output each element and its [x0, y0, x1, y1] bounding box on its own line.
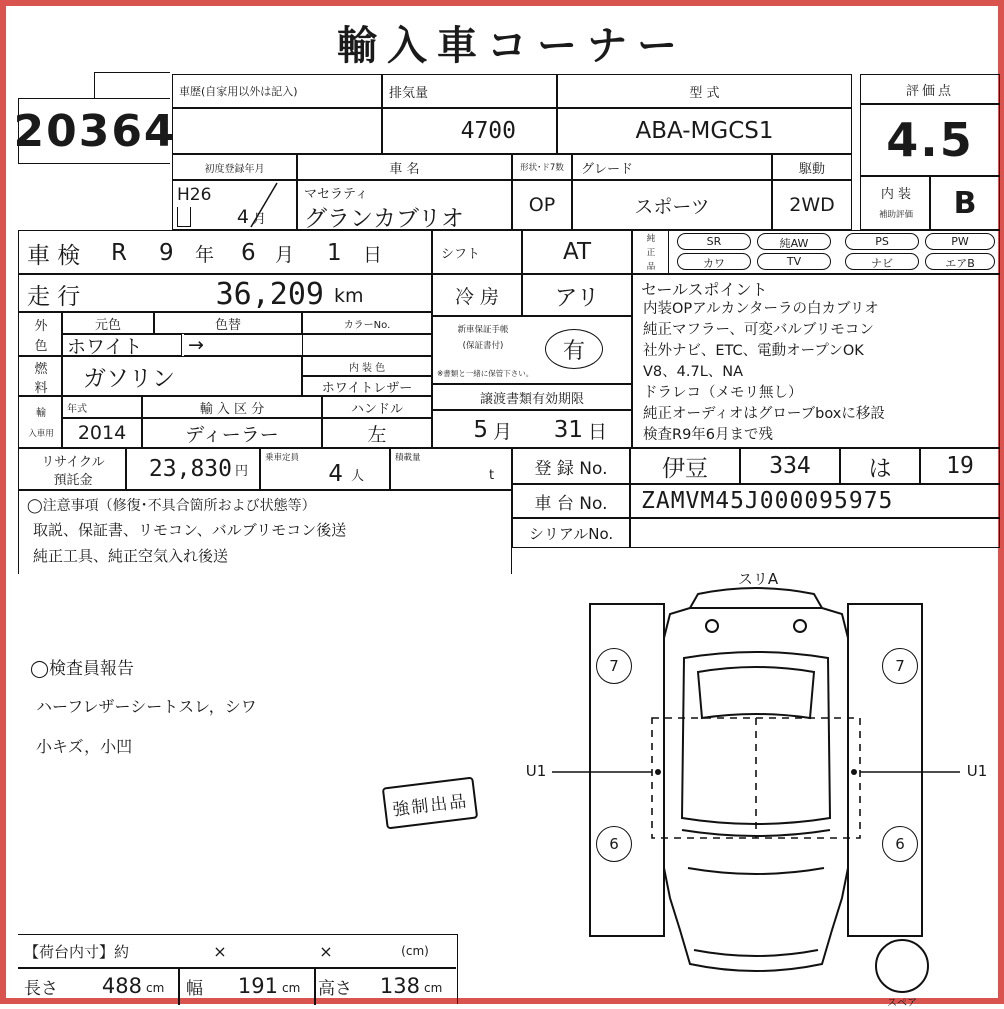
registration-class: 334	[769, 453, 811, 479]
base-color-value-cell	[62, 334, 182, 356]
recycle-value: 23,830	[148, 456, 232, 482]
capacity-unit: 人	[351, 468, 365, 484]
bed-times-2: ×	[319, 941, 333, 961]
body-door-value-cell	[512, 180, 572, 230]
maker-name: マセラティ	[304, 186, 368, 202]
drive-label-cell	[772, 154, 852, 180]
transfer-docs-day-unit: 日	[588, 420, 608, 443]
first-reg-label-cell	[172, 154, 297, 180]
repaint-label-cell	[154, 312, 302, 334]
shift-label-cell	[432, 230, 522, 274]
color-no-value-cell	[302, 334, 432, 356]
import-channel-value: ディーラー	[185, 423, 279, 446]
sales-point-title: セールスポイント	[641, 279, 768, 299]
registration-kana: は	[868, 455, 892, 482]
warranty-booklet-label-1: 新車保証手帳	[457, 325, 509, 335]
sales-point-line-2: 純正マフラー、可変バルブリモコン	[643, 322, 874, 338]
inspector-line-2: 小キズ，小凹	[36, 737, 133, 756]
equipment-tv[interactable]: TV	[757, 253, 831, 270]
warranty-booklet-label-2: (保証書付)	[462, 341, 504, 351]
registration-area-cell	[630, 448, 740, 484]
chassis-value: ZAMVM45J000095975	[641, 488, 894, 514]
mileage-label: 走 行	[27, 283, 81, 310]
sales-point-line-1: 内装OPアルカンターラの白カブリオ	[643, 301, 879, 317]
import-channel-value-cell	[142, 418, 322, 448]
serial-value-cell	[630, 518, 1000, 548]
displacement-value-cell	[382, 108, 557, 154]
fuel-value: ガソリン	[83, 365, 175, 392]
chassis-label-cell	[512, 484, 630, 518]
shaken-era: R	[111, 240, 127, 266]
history-label: 車歴(自家用以外は記入)	[179, 85, 298, 98]
body-door-value: OP	[528, 194, 556, 216]
interior-color-value-cell	[302, 376, 432, 396]
page-title: 輸入車コーナー	[337, 23, 687, 69]
load-label: 積載量	[395, 453, 421, 463]
damage-mark-front-left[interactable]: 7	[596, 648, 632, 684]
capacity-label: 乗車定員	[265, 453, 300, 463]
inspector-title: ◯検査員報告	[30, 658, 135, 679]
sales-point-line-6: 純正オーディオはグローブboxに移設	[643, 406, 885, 422]
damage-mark-rear-left[interactable]: 6	[596, 826, 632, 862]
equipment-label-2: 正	[646, 247, 656, 258]
warranty-booklet-cell	[432, 316, 632, 384]
sheet-inner	[12, 12, 992, 1009]
interior-grade-label-2: 補助評価	[878, 210, 913, 220]
lot-number-tab	[94, 72, 170, 98]
registration-label-cell	[512, 448, 630, 484]
load-cell	[390, 448, 512, 490]
recycle-unit: 円	[235, 463, 249, 479]
model-year-value-cell	[62, 418, 142, 448]
mileage-unit: km	[334, 285, 364, 307]
import-channel-label: 輸 入 区 分	[199, 401, 265, 417]
recycle-label-2: 預託金	[53, 473, 93, 488]
bed-height-value: 138	[379, 974, 420, 998]
car-diagram-svg	[512, 568, 1000, 1004]
car-damage-diagram	[512, 568, 1000, 1009]
forced-auction-stamp: 強制出品	[382, 777, 478, 830]
interior-grade-value-cell	[930, 176, 1000, 230]
lot-number-box	[13, 98, 177, 164]
equipment-leather[interactable]: カワ	[677, 253, 751, 270]
interior-grade-label-cell	[860, 176, 930, 230]
displacement-value: 4700	[460, 118, 516, 144]
handle-label: ハンドル	[350, 401, 403, 417]
capacity-value: 4	[328, 461, 343, 487]
mileage-row	[18, 274, 432, 312]
base-color-value: ホワイト	[67, 335, 143, 358]
car-name-label: 車 名	[389, 161, 420, 177]
color-no-label: カラーNo.	[343, 319, 391, 331]
fuel-label-2: 料	[34, 380, 48, 396]
exterior-color-label-cell	[18, 312, 62, 356]
model-year-label-cell	[62, 396, 142, 418]
drive-value-cell	[772, 180, 852, 230]
bed-title: 【荷台内寸】約	[24, 942, 130, 961]
trim-value: スポーツ	[634, 195, 710, 218]
capacity-cell	[260, 448, 390, 490]
load-unit: t	[489, 467, 495, 483]
import-label-cell	[18, 396, 62, 448]
repaint-value: →	[188, 334, 204, 356]
serial-label-cell	[512, 518, 630, 548]
fuel-label-cell	[18, 356, 62, 396]
sales-point-line-7: 検査R9年6月まで残	[643, 427, 774, 443]
repaint-label: 色替	[214, 317, 241, 333]
sales-point-line-4: V8、4.7L、NA	[643, 364, 744, 380]
body-door-label-cell	[512, 154, 572, 180]
car-name: グランカブリオ	[304, 205, 464, 232]
history-label-cell	[172, 74, 382, 108]
notes-line-2: 純正工具、純正空気入れ後送	[33, 547, 229, 565]
interior-color-label: 内 装 色	[348, 362, 386, 374]
exterior-color-label-2: 色	[34, 339, 48, 354]
import-label-1: 輸	[36, 407, 46, 419]
sales-point-block	[632, 274, 1000, 448]
handle-label-cell	[322, 396, 432, 418]
equipment-label-3: 品	[646, 261, 656, 272]
body-door-label: 形状･ド7数	[520, 163, 564, 173]
bed-width-unit: cm	[282, 981, 301, 995]
inspector-block	[26, 652, 496, 782]
bed-sep-2	[314, 967, 316, 1005]
shaken-month: 6	[241, 240, 256, 266]
damage-mark-rear-right[interactable]: 6	[882, 826, 918, 862]
import-channel-label-cell	[142, 396, 322, 418]
grade-value-cell	[860, 104, 1000, 176]
model-code-value: ABA-MGCS1	[635, 118, 774, 144]
lot-number: 20364	[13, 105, 177, 157]
transfer-docs-value-cell	[432, 410, 632, 448]
shaken-month-unit: 月	[275, 243, 295, 266]
displacement-label: 排気量	[389, 85, 429, 101]
trim-label-cell	[572, 154, 772, 180]
aircon-label-cell	[432, 274, 522, 316]
first-reg-label: 初度登録年月	[204, 163, 265, 175]
registration-serial: 19	[946, 453, 974, 479]
interior-grade-label-1: 内 装	[880, 186, 912, 202]
sales-point-line-3: 社外ナビ、ETC、電動オープンOK	[643, 343, 864, 359]
warranty-booklet-note: ※書類と一緒に保管下さい。	[437, 368, 534, 378]
bed-dimension-block	[18, 934, 458, 1004]
bed-height-label: 高さ	[318, 978, 352, 999]
shift-label: シフト	[441, 246, 481, 262]
bed-length-label: 長さ	[24, 978, 58, 999]
trim-value-cell	[572, 180, 772, 230]
fuel-value-cell	[62, 356, 302, 396]
grade-label: 評価点	[905, 83, 954, 99]
registration-area: 伊豆	[662, 455, 708, 482]
shaken-label: 車 検	[27, 242, 81, 269]
shaken-year: 9	[159, 240, 174, 266]
equipment-airbag[interactable]: エアB	[925, 253, 995, 270]
chassis-label: 車 台 No.	[534, 493, 608, 514]
sales-point-line-5: ドラレコ（メモリ無し）	[643, 385, 803, 401]
interior-color-value: ホワイトレザー	[321, 380, 413, 396]
transfer-docs-label: 譲渡書類有効期限	[479, 391, 584, 407]
first-reg-era: H26	[177, 185, 212, 205]
mileage-value: 36,209	[215, 276, 324, 312]
displacement-label-cell	[382, 74, 557, 108]
notes-line-1: 取説、保証書、リモコン、バルブリモコン後送	[33, 521, 347, 539]
equipment-navi[interactable]: ナビ	[845, 253, 919, 270]
bed-times-1: ×	[213, 941, 227, 961]
recycle-value-cell	[126, 448, 260, 490]
fuel-label-1: 燃	[34, 361, 48, 377]
interior-color-label-cell	[302, 356, 432, 376]
notes-block	[18, 490, 512, 574]
equipment-ps[interactable]: PS	[845, 233, 919, 250]
warranty-booklet-value: 有	[545, 329, 603, 369]
bed-unit-head: (cm)	[401, 944, 429, 958]
interior-grade-value: B	[953, 185, 977, 221]
shift-value: AT	[563, 239, 591, 265]
damage-mark-front-right[interactable]: 7	[882, 648, 918, 684]
model-year-label: 年式	[67, 403, 87, 415]
serial-label: シリアルNo.	[528, 524, 614, 543]
diagram-right-label: U1	[966, 762, 988, 780]
aircon-value-cell	[522, 274, 632, 316]
car-name-value-cell	[297, 180, 512, 230]
registration-class-cell	[740, 448, 840, 484]
grade-value: 4.5	[886, 113, 974, 167]
chassis-value-cell	[630, 484, 1000, 518]
grade-label-cell	[860, 74, 1000, 104]
bed-length-unit: cm	[146, 981, 165, 995]
handle-value: 左	[367, 423, 387, 446]
shift-value-cell	[522, 230, 632, 274]
diagram-spare-label: スペア	[887, 997, 917, 1009]
repaint-value-cell	[184, 334, 302, 356]
transfer-docs-label-cell	[432, 384, 632, 410]
exterior-color-label-1: 外	[34, 319, 48, 334]
car-name-label-cell	[297, 154, 512, 180]
handle-value-cell	[322, 418, 432, 448]
model-code-label-cell	[557, 74, 852, 108]
bed-length-value: 488	[101, 974, 142, 998]
diagram-left-label: U1	[525, 762, 547, 780]
transfer-docs-month: 5	[473, 417, 488, 443]
model-code-value-cell	[557, 108, 852, 154]
equipment-sr[interactable]: SR	[677, 233, 751, 250]
transfer-docs-month-unit: 月	[493, 420, 513, 443]
shaken-year-unit: 年	[195, 243, 215, 266]
trim-label: グレード	[581, 161, 634, 177]
equipment-pw[interactable]: PW	[925, 233, 995, 250]
equipment-block	[632, 230, 1000, 274]
aircon-value: アリ	[554, 284, 600, 311]
equipment-aw[interactable]: 純AW	[757, 233, 831, 250]
shaken-row	[18, 230, 432, 274]
bed-width-value: 191	[237, 974, 278, 998]
history-value-cell	[172, 108, 382, 154]
first-reg-month-unit: 月	[253, 211, 267, 227]
registration-serial-cell	[920, 448, 1000, 484]
registration-kana-cell	[840, 448, 920, 484]
recycle-label-1: リサイクル	[41, 455, 105, 470]
shaken-day-unit: 日	[363, 243, 383, 266]
shaken-day: 1	[327, 240, 342, 266]
color-no-label-cell	[302, 312, 432, 334]
model-code-label: 型 式	[689, 85, 720, 101]
recycle-label-cell	[18, 448, 126, 490]
base-color-label: 元色	[94, 317, 121, 333]
bed-width-label: 幅	[186, 978, 203, 999]
registration-label: 登 録 No.	[534, 458, 608, 479]
drive-value: 2WD	[789, 194, 835, 216]
bed-height-unit: cm	[424, 981, 443, 995]
transfer-docs-day: 31	[553, 417, 583, 443]
diagram-top-label: スリA	[737, 569, 779, 588]
first-reg-checkbox	[177, 207, 191, 227]
drive-label: 駆動	[798, 161, 825, 177]
import-label-2: 入車用	[28, 429, 54, 439]
first-reg-value-cell	[172, 180, 297, 230]
aircon-label: 冷 房	[454, 285, 500, 308]
bed-sep-1	[178, 967, 180, 1005]
model-year-value: 2014	[77, 422, 127, 444]
equipment-label-1: 純	[646, 233, 656, 244]
inspector-line-1: ハーフレザーシートスレ，シワ	[36, 697, 257, 716]
first-reg-month: 4	[236, 206, 249, 228]
notes-title: ◯注意事項（修復･不具合箇所および状態等）	[27, 498, 316, 514]
